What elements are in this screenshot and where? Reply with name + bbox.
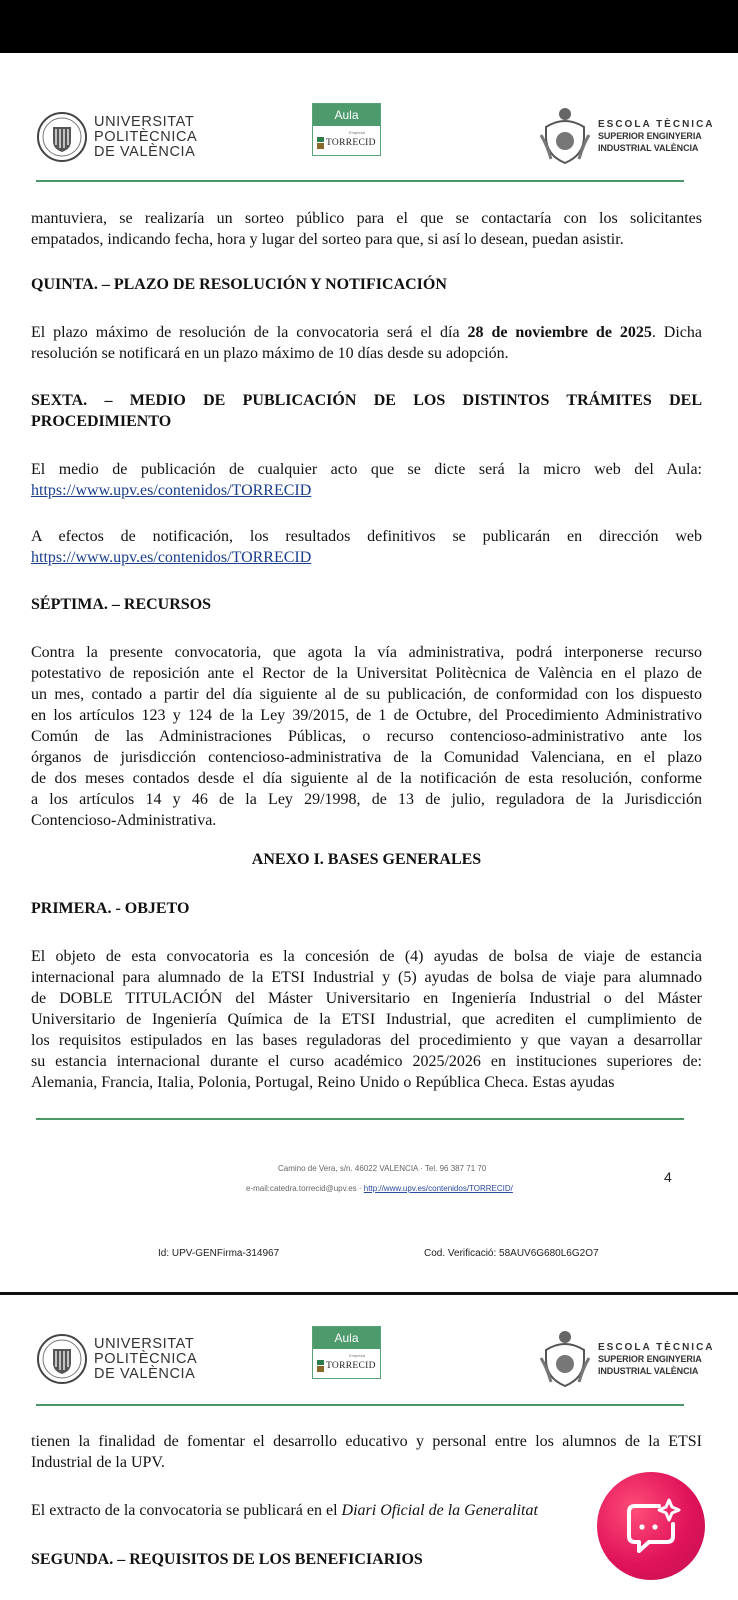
torrecid-link-2[interactable]: https://www.upv.es/contenidos/TORRECID — [31, 549, 312, 566]
paragraph-line: empatados, indicando fecha, hora y lugar del sorteo para que, si así lo desean, puedan asistir. — [31, 231, 624, 248]
paragraph-line: en los artículos 123 y 124 de la Ley 39/2015, de 1 de Octubre, del Procedimiento Administrativo — [31, 707, 702, 724]
verification-code: Cod. Verificació: 58AUV6G680L6G2O7 — [424, 1248, 599, 1259]
paragraph-quinta-end: resolución se notificará en un plazo máximo de 10 días desde su adopción. — [31, 345, 509, 362]
paragraph-line: de dos meses contados desde el día siguiente al de la notificación de esta resolución, conforme — [31, 770, 702, 787]
aula-tiny-label: Empresa — [349, 130, 366, 135]
paragraph-line: los requisitos estipulados en las bases reguladoras del procedimiento y que vayan a desarrollar — [31, 1032, 702, 1049]
aula-tiny-label: Empresa — [349, 1353, 366, 1358]
etsi-line-2: SUPERIOR ENGINYERIA — [598, 131, 702, 141]
heading-segunda: SEGUNDA. – REQUISITOS DE LOS BENEFICIARIOS — [31, 1551, 423, 1568]
footer-rule — [36, 1118, 684, 1120]
paragraph-sexta-1: El medio de publicación de cualquier acto que se dicte será la micro web del Aula: — [31, 461, 702, 478]
footer-address: Camino de Vera, s/n. 46022 VALENCIA · Tel. 96 387 71 70 — [278, 1164, 487, 1173]
header-rule — [36, 1404, 684, 1406]
paragraph-line: un mes, contado a partir del día siguiente al de su publicación, de conformidad con los dispuesto — [31, 686, 702, 703]
paragraph-line: internacional para alumnado de la ETSI Industrial y (5) ayudas de bolsa de viaje para alumnado — [31, 969, 702, 986]
footer-link[interactable]: http://www.upv.es/contenidos/TORRECID/ — [363, 1184, 513, 1193]
paragraph-quinta — [31, 322, 702, 343]
journal-name: Diari Oficial de la Generalitat — [341, 1502, 538, 1519]
torrecid-mark-icon — [317, 1360, 324, 1372]
heading-sexta-end: PROCEDIMIENTO — [31, 413, 172, 430]
paragraph-line: Común de las Administraciones Públicas, o recurso contencioso-administrativo ante los — [31, 728, 702, 745]
page-header — [0, 53, 738, 183]
paragraph-line: mantuviera, se realizaría un sorteo público para el que se contactaría con los solicitantes — [31, 210, 702, 227]
paragraph-line: órganos de jurisdicción contencioso-administrativa de la Comunidad Valenciana, en el plazo — [31, 749, 702, 766]
ai-assistant-button[interactable] — [597, 1472, 705, 1580]
etsi-logo — [538, 105, 715, 167]
footer-email-line — [246, 1184, 513, 1193]
heading-primera: PRIMERA. - OBJETO — [31, 900, 190, 917]
paragraph-sexta-1-link-line — [31, 480, 702, 501]
heading-sexta: SEXTA. – MEDIO DE PUBLICACIÓN DE LOS DISTINTOS TRÁMITES DEL — [31, 392, 702, 409]
upv-seal-icon — [36, 1333, 88, 1385]
paragraph-line: Universitario de Ingeniería Química de la ETSI Industrial, que acrediten el cumplimiento de — [31, 1011, 702, 1028]
aula-torrecid-logo — [312, 1326, 381, 1379]
top-status-bar — [0, 0, 738, 53]
upv-line-1: UNIVERSITAT — [94, 113, 195, 130]
aula-label: Aula — [313, 104, 380, 126]
torrecid-mark-icon — [317, 137, 324, 149]
aula-brand: TORRECID — [326, 138, 376, 148]
paragraph-line: Alemania, Francia, Italia, Polonia, Portugal, Reino Unido o República Checa. Estas ayudas — [31, 1074, 615, 1091]
upv-line-2: POLITÈCNICA — [94, 128, 198, 145]
torrecid-link-1[interactable]: https://www.upv.es/contenidos/TORRECID — [31, 482, 312, 499]
upv-logo — [36, 111, 197, 163]
heading-quinta: QUINTA. – PLAZO DE RESOLUCIÓN Y NOTIFICACIÓN — [31, 276, 447, 293]
heading-anexo: ANEXO I. BASES GENERALES — [251, 851, 482, 868]
heading-septima: SÉPTIMA. – RECURSOS — [31, 596, 212, 613]
upv-line-1: UNIVERSITAT — [94, 1335, 195, 1352]
paragraph-continuation-end: Industrial de la UPV. — [31, 1454, 165, 1471]
upv-line-2: POLITÈCNICA — [94, 1350, 198, 1367]
paragraph-sexta-2: A efectos de notificación, los resultados definitivos se publicarán en dirección web — [31, 528, 702, 545]
etsi-line-1: ESCOLA TÈCNICA — [598, 1342, 715, 1353]
etsi-line-3: INDUSTRIAL VALÈNCIA — [598, 142, 699, 153]
aula-torrecid-logo — [312, 103, 381, 156]
text-span: El plazo máximo de resolución de la convocatoria será el día — [31, 324, 468, 341]
etsi-logo — [538, 1328, 715, 1390]
paragraph-line: Contencioso-Administrativa. — [31, 812, 217, 829]
footer-email: e-mail:catedra.torrecid@upv.es · — [246, 1184, 364, 1193]
resolution-date: 28 de noviembre de 2025 — [467, 324, 652, 341]
paragraph-sexta-2-link-line — [31, 547, 702, 568]
etsi-line-2: SUPERIOR ENGINYERIA — [598, 1354, 702, 1364]
signature-id: Id: UPV-GENFirma-314967 — [158, 1248, 280, 1259]
paragraph-line: de DOBLE TITULACIÓN del Máster Universitario en Ingeniería Industrial o del Máster — [31, 990, 702, 1007]
upv-seal-icon — [36, 111, 88, 163]
text-span: . Dicha — [651, 324, 703, 341]
document-page-4 — [0, 53, 738, 1292]
paragraph-line: El objeto de esta convocatoria es la concesión de (4) ayudas de bolsa de viaje de estancia — [31, 948, 702, 965]
paragraph-continuation-end — [31, 229, 702, 250]
paragraph-line: a los artículos 14 y 46 de la Ley 29/1998, de 13 de julio, reguladora de la Jurisdicción — [31, 791, 702, 808]
etsi-line-3: INDUSTRIAL VALÈNCIA — [598, 1365, 699, 1376]
upv-logo — [36, 1333, 197, 1385]
paragraph-line: su estancia internacional durante el curso académico 2025/2026 en instituciones superiores de: — [31, 1053, 702, 1070]
upv-line-3: DE VALÈNCIA — [94, 143, 196, 160]
aula-brand: TORRECID — [326, 1361, 376, 1371]
etsi-crest-icon — [538, 105, 592, 167]
page-number: 4 — [664, 1169, 672, 1185]
etsi-crest-icon — [538, 1328, 592, 1390]
paragraph-continuation — [31, 208, 702, 229]
header-rule — [36, 180, 684, 182]
paragraph-line: Contra la presente convocatoria, que agota la vía administrativa, podrá interponerse recurso — [31, 644, 702, 661]
ai-chat-sparkle-icon — [597, 1472, 705, 1580]
etsi-line-1: ESCOLA TÈCNICA — [598, 119, 715, 130]
text-span: El extracto de la convocatoria se publicará en el — [31, 1502, 342, 1519]
upv-line-3: DE VALÈNCIA — [94, 1365, 196, 1382]
aula-label: Aula — [313, 1327, 380, 1349]
page-header — [0, 1295, 738, 1425]
paragraph-continuation: tienen la finalidad de fomentar el desarrollo educativo y personal entre los alumnos de la ETSI — [31, 1433, 702, 1450]
paragraph-line: potestativo de reposición ante el Rector de la Universitat Politècnica de València en el plazo de — [31, 665, 702, 682]
